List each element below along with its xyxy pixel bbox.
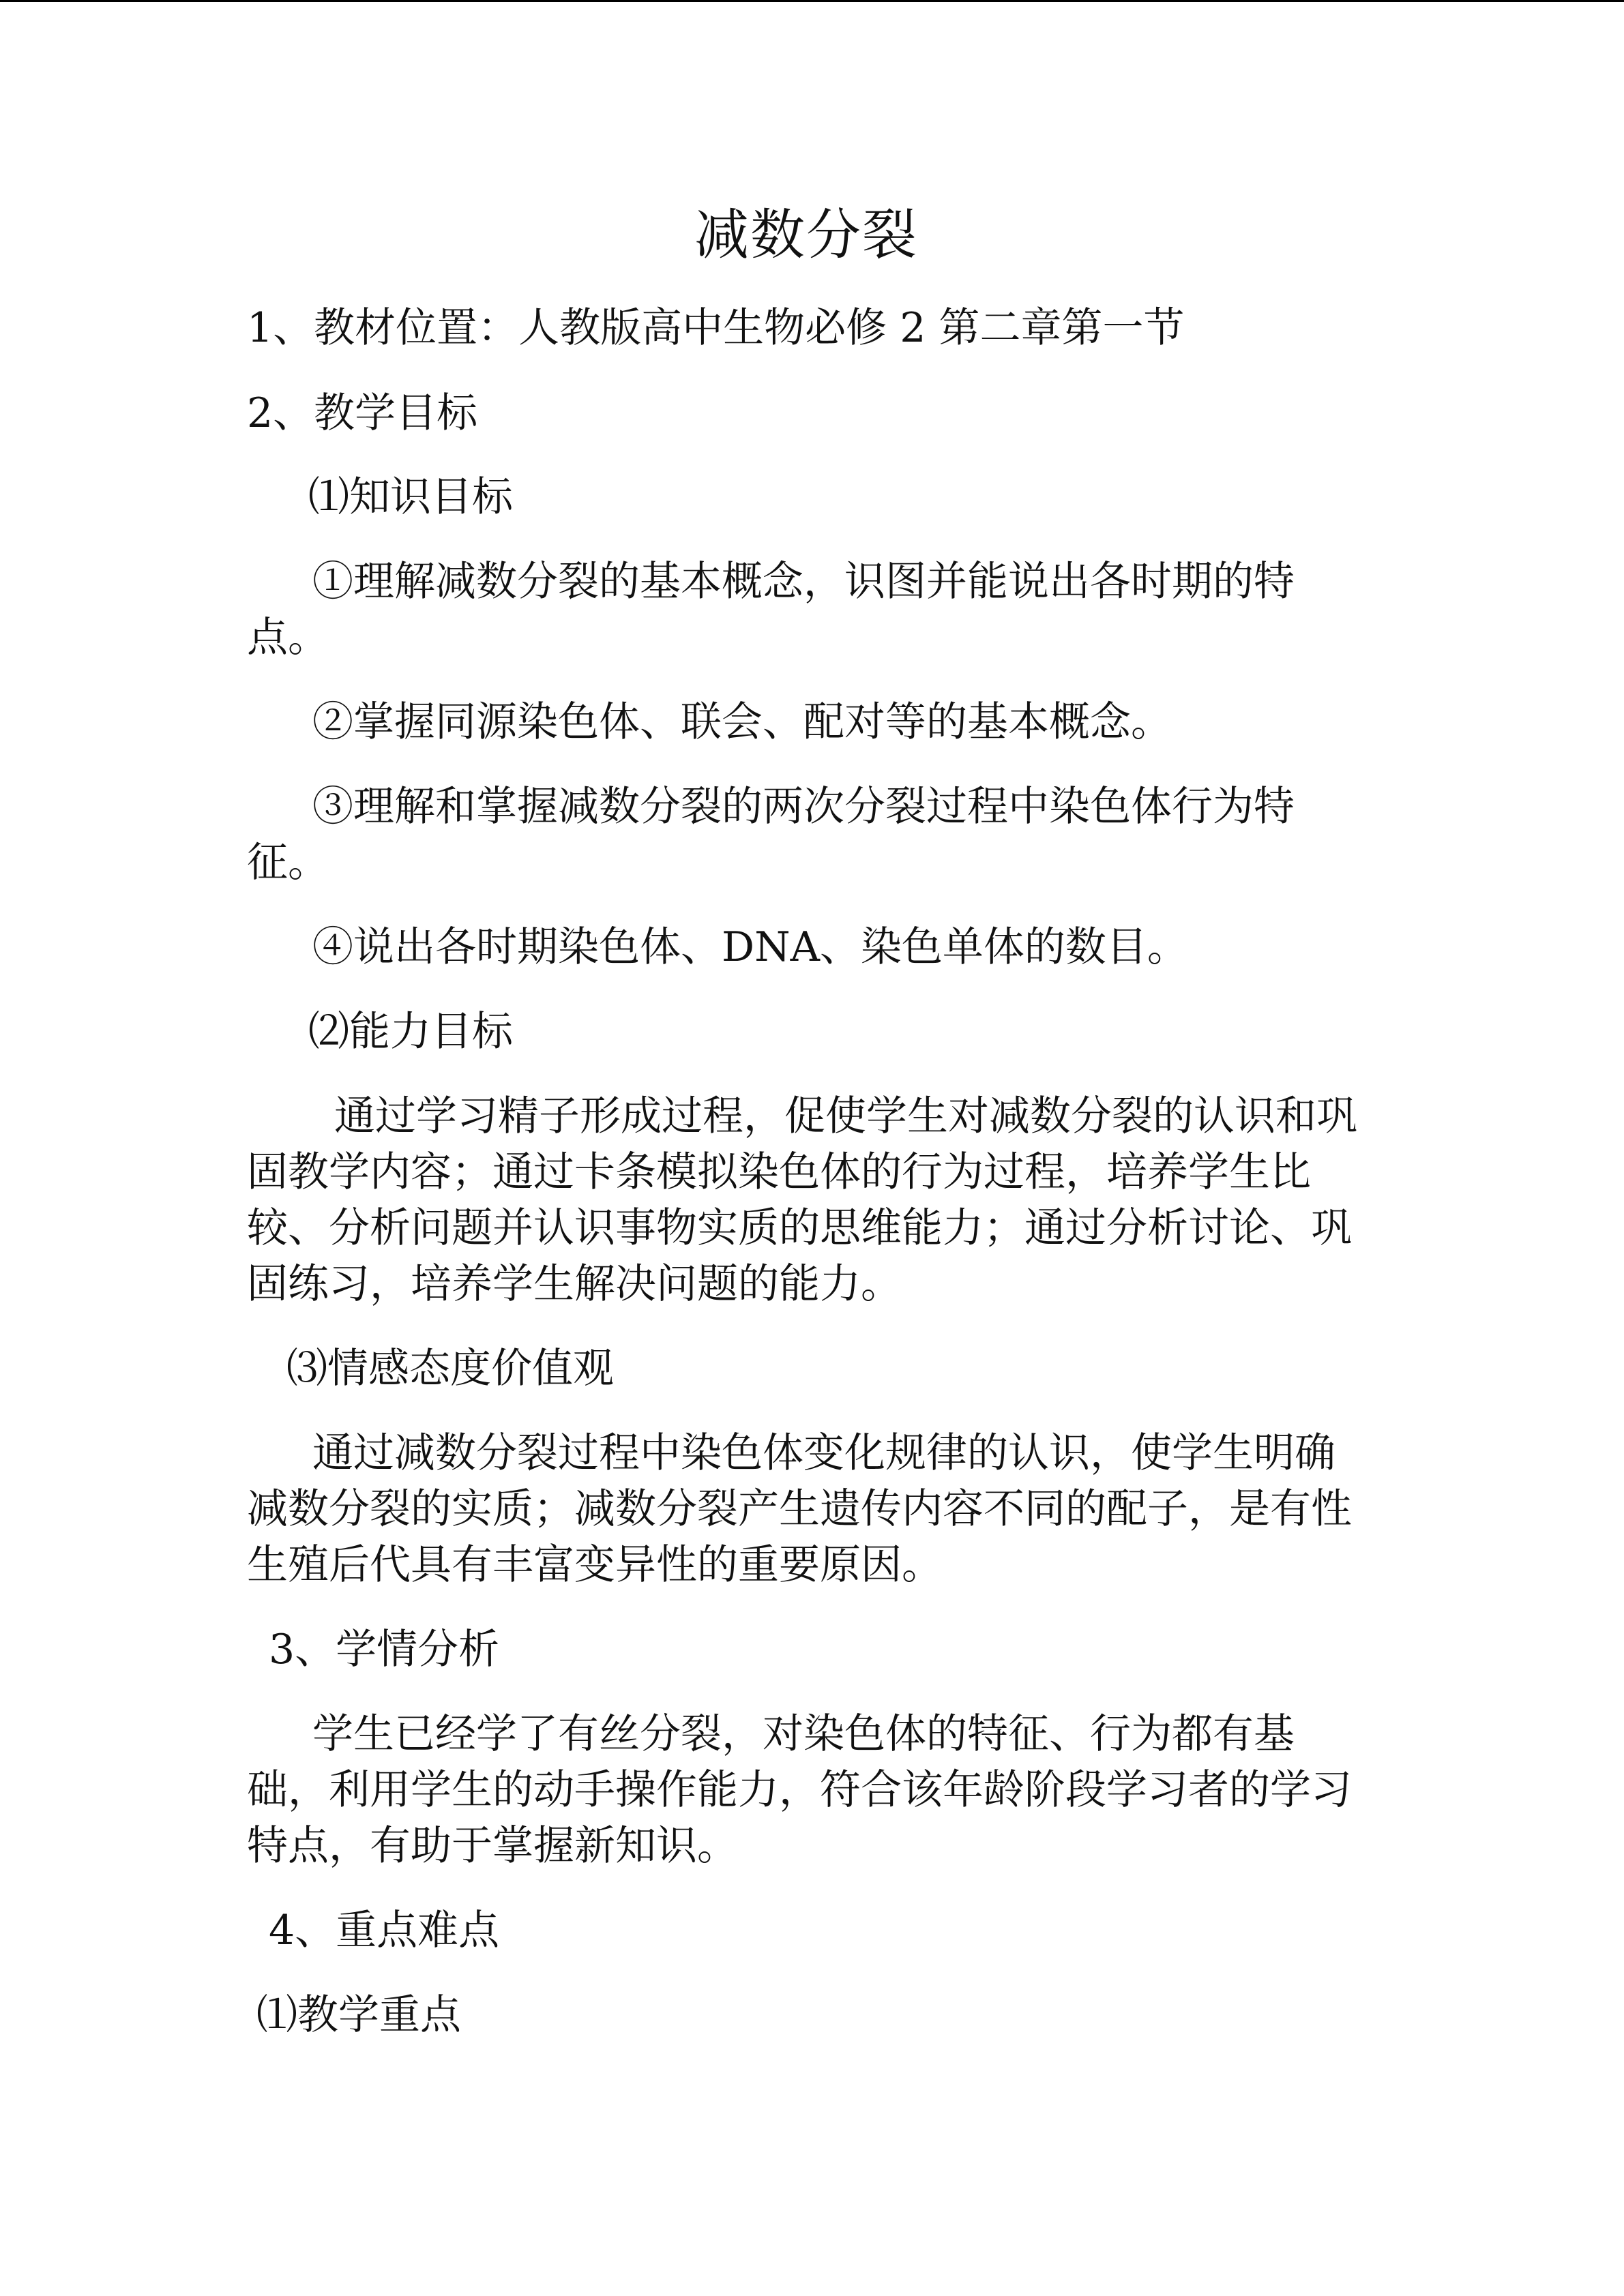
document-page xyxy=(247,0,1365,2296)
paragraph-goal-4: ④说出各时期染色体、DNA、染色单体的数目。 xyxy=(312,923,1188,971)
paragraph-goal-3: ③理解和掌握减数分裂的两次分裂过程中染色体行为特征。 xyxy=(247,783,1295,886)
paragraph-values: 通过减数分裂过程中染色体变化规律的认识，使学生明确减数分裂的实质；减数分裂产生遗传内容不同的配子，是有性生殖后代具有丰富变异性的重要原因。 xyxy=(247,1429,1352,1589)
document-title: 减数分裂 xyxy=(694,203,918,267)
paragraph-ability: 通过学习精子形成过程，促使学生对减数分裂的认识和巩固教学内容；通过卡条模拟染色体的行为过程，培养学生比较、分析问题并认识事物实质的思维能力；通过分析讨论、巩固练习，培养学生解决问题的能力。 xyxy=(247,1092,1357,1308)
subsection-values: ⑶情感态度价值观 xyxy=(286,1345,614,1392)
section-key-points: 4、重点难点 xyxy=(269,1907,500,1954)
paragraph-goal-2: ②掌握同源染色体、联会、配对等的基本概念。 xyxy=(312,698,1172,746)
subsection-knowledge-goals: ⑴知识目标 xyxy=(308,473,513,521)
subsection-ability-goals: ⑵能力目标 xyxy=(308,1008,513,1056)
section-teaching-goals: 2、教学目标 xyxy=(247,389,478,437)
section-textbook-position: 1、教材位置：人教版高中生物必修 2 第二章第一节 xyxy=(247,304,1185,352)
paragraph-learner-analysis: 学生已经学了有丝分裂，对染色体的特征、行为都有基础，利用学生的动手操作能力，符合该年龄阶段学习者的学习特点，有助于掌握新知识。 xyxy=(247,1710,1352,1870)
subsection-teaching-focus: ⑴教学重点 xyxy=(256,1991,461,2039)
section-learner-analysis: 3、学情分析 xyxy=(269,1626,500,1673)
paragraph-goal-1: ①理解减数分裂的基本概念，识图并能说出各时期的特点。 xyxy=(247,558,1295,661)
